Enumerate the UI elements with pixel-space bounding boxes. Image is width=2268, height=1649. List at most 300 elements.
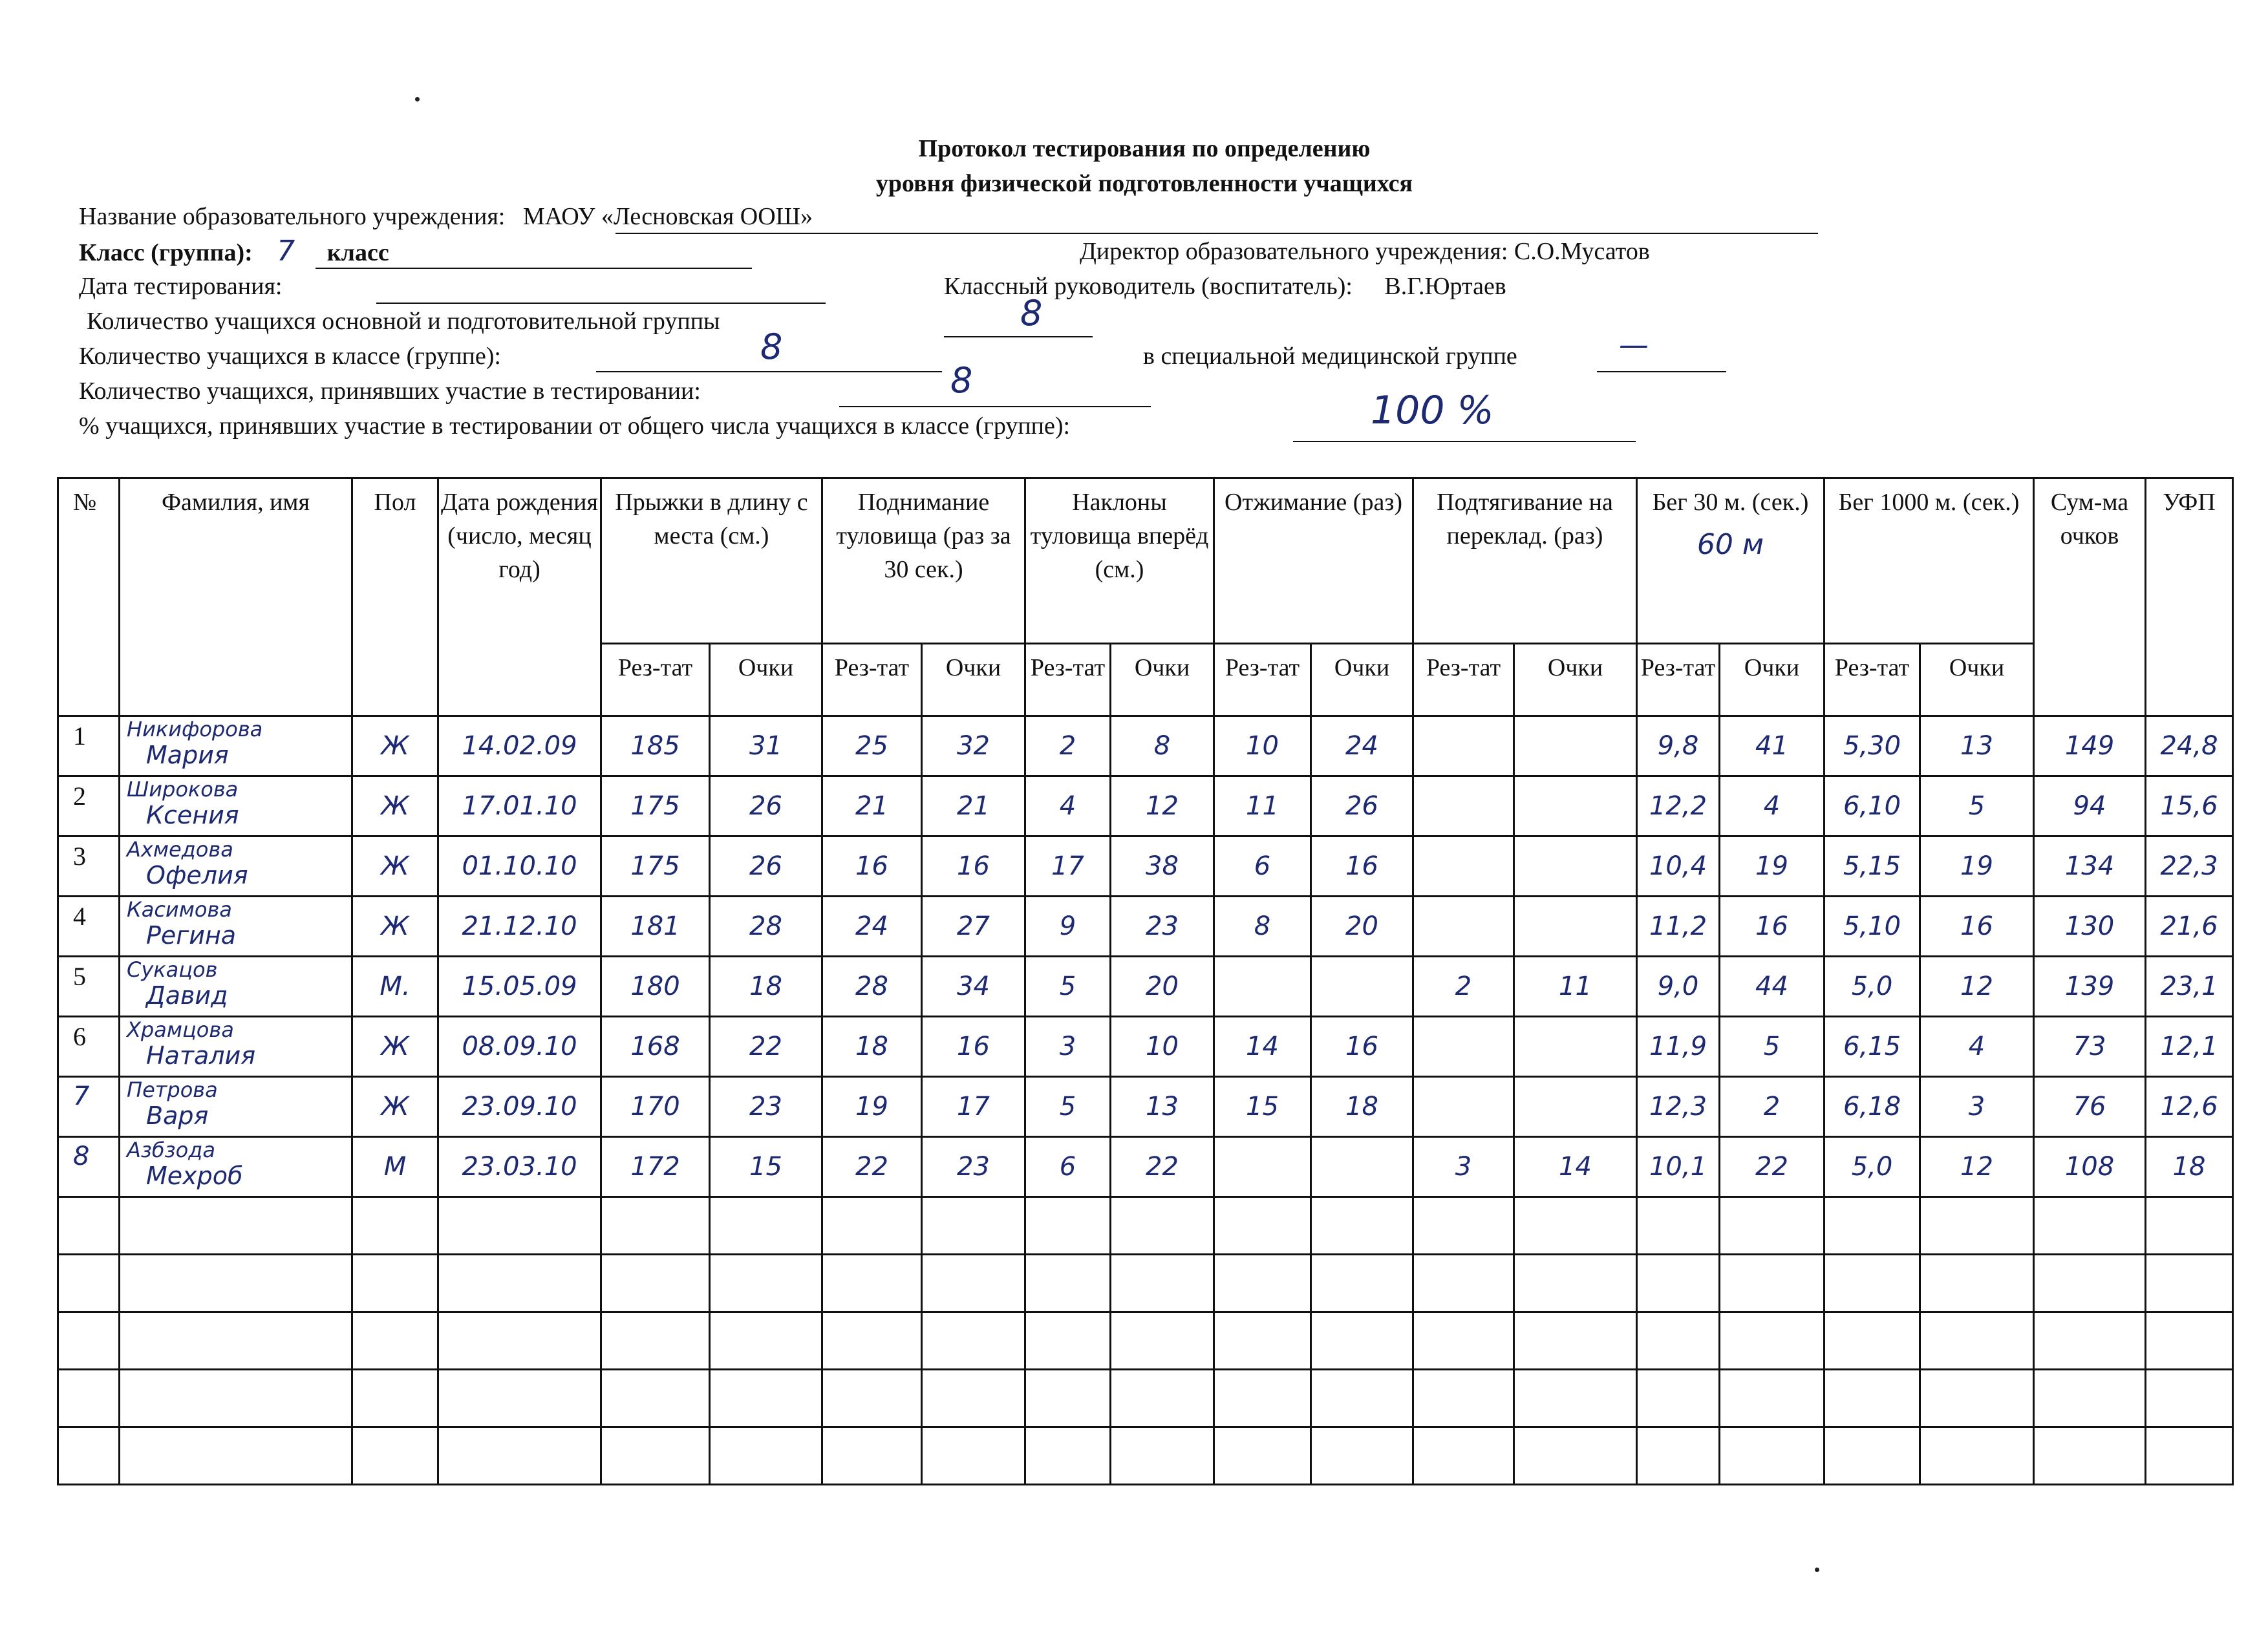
students-in-class-underline: [596, 371, 942, 372]
pullups-result-cell: 2: [1413, 957, 1514, 1017]
bend-points-cell: 12: [1111, 776, 1214, 836]
col-pullups-header: Подтягивание на переклад. (раз): [1413, 478, 1637, 644]
participants-underline: [839, 406, 1151, 407]
ufp-cell: 12,1: [2146, 1017, 2233, 1077]
empty-cell: [1720, 1427, 1824, 1485]
student-last-name: Широкова: [127, 777, 239, 802]
empty-cell: [601, 1312, 710, 1370]
birth-cell: 01.10.10: [438, 836, 601, 897]
sum-cell: 94: [2034, 776, 2146, 836]
pullups-result-cell: [1413, 836, 1514, 897]
director-label: Директор образовательного учреждения:: [1080, 238, 1508, 265]
empty-cell: [1311, 1312, 1413, 1370]
sub-points-header: Очки: [1920, 644, 2034, 716]
col-run30-note: 60 м: [1696, 528, 1764, 561]
empty-cell: [58, 1370, 120, 1427]
school-value: МАОУ «Лесновская ООШ»: [522, 203, 813, 230]
empty-cell: [1413, 1427, 1514, 1485]
empty-cell: [1514, 1427, 1637, 1485]
empty-cell: [352, 1197, 438, 1255]
bend-result-cell: 6: [1025, 1137, 1111, 1197]
pullups-result-cell: [1413, 1017, 1514, 1077]
empty-cell: [1111, 1255, 1214, 1312]
empty-cell: [1111, 1370, 1214, 1427]
jump-points-cell: 28: [710, 897, 822, 957]
document-title-line1: Протокол тестирования по определению: [918, 135, 1371, 162]
empty-cell: [2146, 1427, 2233, 1485]
percent-value: 100 %: [1371, 388, 1494, 433]
student-last-name: Петрова: [127, 1078, 218, 1102]
sex-cell: Ж: [352, 897, 438, 957]
bend-points-cell: 22: [1111, 1137, 1214, 1197]
run1000-points-cell: 19: [1920, 836, 2034, 897]
run1000-result-cell: 5,10: [1824, 897, 1920, 957]
empty-cell: [2146, 1370, 2233, 1427]
jump-result-cell: 172: [601, 1137, 710, 1197]
situps-points-cell: 16: [922, 1017, 1025, 1077]
run1000-result-cell: 5,15: [1824, 836, 1920, 897]
empty-cell: [1413, 1197, 1514, 1255]
student-name-cell: [120, 897, 352, 957]
empty-cell: [2034, 1370, 2146, 1427]
empty-cell: [822, 1255, 922, 1312]
results-table-wrapper: [57, 477, 2234, 1485]
empty-cell: [352, 1312, 438, 1370]
run30-result-cell: 10,1: [1637, 1137, 1720, 1197]
empty-table-row: [58, 1255, 2233, 1312]
row-number-cell: 6: [58, 1017, 120, 1077]
run30-points-cell: 16: [1720, 897, 1824, 957]
table-row: [58, 1077, 2233, 1137]
sub-points-header: Очки: [1514, 644, 1637, 716]
situps-points-cell: 16: [922, 836, 1025, 897]
students-in-class-label: Количество учащихся в классе (группе):: [79, 343, 501, 370]
empty-cell: [1514, 1312, 1637, 1370]
main-group-label: Количество учащихся основной и подготовительной группы: [87, 308, 720, 335]
pullups-points-cell: 14: [1514, 1137, 1637, 1197]
empty-cell: [1720, 1255, 1824, 1312]
student-first-name: Офелия: [146, 861, 248, 889]
bend-points-cell: 8: [1111, 716, 1214, 776]
empty-cell: [438, 1197, 601, 1255]
sub-points-header: Очки: [710, 644, 822, 716]
situps-result-cell: 16: [822, 836, 922, 897]
pushups-result-cell: [1214, 957, 1311, 1017]
sub-points-header: Очки: [922, 644, 1025, 716]
bend-points-cell: 20: [1111, 957, 1214, 1017]
row-number-cell: 7: [58, 1077, 120, 1137]
col-situps-header: Поднимание туловища (раз за 30 сек.): [822, 478, 1025, 644]
ufp-cell: 12,6: [2146, 1077, 2233, 1137]
col-run30-title: Бег 30 м. (сек.): [1652, 489, 1809, 516]
empty-cell: [1920, 1312, 2034, 1370]
empty-cell: [601, 1197, 710, 1255]
sub-result-header: Рез-тат: [1824, 644, 1920, 716]
birth-cell: 15.05.09: [438, 957, 601, 1017]
run30-points-cell: 22: [1720, 1137, 1824, 1197]
students-in-class-row: [79, 341, 501, 371]
table-row: [58, 776, 2233, 836]
empty-cell: [1720, 1197, 1824, 1255]
empty-cell: [1025, 1370, 1111, 1427]
sex-cell: Ж: [352, 776, 438, 836]
empty-cell: [822, 1197, 922, 1255]
empty-table-row: [58, 1197, 2233, 1255]
empty-cell: [352, 1255, 438, 1312]
empty-cell: [601, 1427, 710, 1485]
pushups-points-cell: 20: [1311, 897, 1413, 957]
empty-cell: [1720, 1312, 1824, 1370]
jump-result-cell: 185: [601, 716, 710, 776]
run30-points-cell: 44: [1720, 957, 1824, 1017]
empty-cell: [1413, 1370, 1514, 1427]
students-in-class-value: 8: [760, 326, 783, 367]
situps-points-cell: 27: [922, 897, 1025, 957]
situps-points-cell: 34: [922, 957, 1025, 1017]
sex-cell: Ж: [352, 716, 438, 776]
empty-cell: [822, 1312, 922, 1370]
ufp-cell: 22,3: [2146, 836, 2233, 897]
empty-cell: [2146, 1255, 2233, 1312]
row-number-cell: 1: [58, 716, 120, 776]
situps-result-cell: 19: [822, 1077, 922, 1137]
row-number-cell: 3: [58, 836, 120, 897]
sub-result-header: Рез-тат: [1413, 644, 1514, 716]
empty-cell: [1025, 1312, 1111, 1370]
run30-result-cell: 9,0: [1637, 957, 1720, 1017]
scan-speck: [415, 97, 420, 101]
student-name-cell: [120, 957, 352, 1017]
col-ufp-header: УФП: [2146, 478, 2233, 716]
student-last-name: Сукацов: [127, 957, 218, 982]
run30-points-cell: 4: [1720, 776, 1824, 836]
pullups-result-cell: [1413, 897, 1514, 957]
sub-points-header: Очки: [1311, 644, 1413, 716]
school-row: [79, 202, 813, 231]
birth-cell: 21.12.10: [438, 897, 601, 957]
empty-cell: [922, 1312, 1025, 1370]
student-first-name: Мехроб: [146, 1162, 243, 1190]
student-name-cell: [120, 1137, 352, 1197]
pullups-points-cell: [1514, 716, 1637, 776]
sex-cell: М.: [352, 957, 438, 1017]
pushups-result-cell: 11: [1214, 776, 1311, 836]
run30-result-cell: 10,4: [1637, 836, 1720, 897]
empty-cell: [1025, 1197, 1111, 1255]
jump-points-cell: 26: [710, 776, 822, 836]
table-row: [58, 1017, 2233, 1077]
empty-cell: [438, 1427, 601, 1485]
run30-points-cell: 41: [1720, 716, 1824, 776]
situps-result-cell: 22: [822, 1137, 922, 1197]
empty-cell: [822, 1370, 922, 1427]
pullups-result-cell: 3: [1413, 1137, 1514, 1197]
pullups-points-cell: [1514, 836, 1637, 897]
empty-cell: [1824, 1197, 1920, 1255]
empty-cell: [1214, 1370, 1311, 1427]
pullups-points-cell: [1514, 897, 1637, 957]
empty-cell: [58, 1312, 120, 1370]
ufp-cell: 18: [2146, 1137, 2233, 1197]
sum-cell: 149: [2034, 716, 2146, 776]
pushups-result-cell: 6: [1214, 836, 1311, 897]
special-group-row: [1143, 341, 1517, 371]
student-last-name: Никифорова: [127, 717, 263, 741]
sum-cell: 73: [2034, 1017, 2146, 1077]
student-first-name: Варя: [146, 1101, 209, 1130]
col-birth-header: Дата рождения (число, месяц год): [438, 478, 601, 716]
class-number: 7: [277, 235, 295, 268]
sex-cell: М: [352, 1137, 438, 1197]
empty-cell: [1111, 1197, 1214, 1255]
birth-cell: 23.03.10: [438, 1137, 601, 1197]
sex-cell: Ж: [352, 1017, 438, 1077]
col-run30-header: [1637, 478, 1824, 644]
student-name-cell: [120, 836, 352, 897]
empty-cell: [352, 1370, 438, 1427]
run30-result-cell: 9,8: [1637, 716, 1720, 776]
bend-points-cell: 23: [1111, 897, 1214, 957]
pushups-result-cell: 10: [1214, 716, 1311, 776]
student-name-cell: [120, 776, 352, 836]
sub-result-header: Рез-тат: [1025, 644, 1111, 716]
run1000-points-cell: 3: [1920, 1077, 2034, 1137]
situps-result-cell: 28: [822, 957, 922, 1017]
situps-result-cell: 21: [822, 776, 922, 836]
pushups-result-cell: 8: [1214, 897, 1311, 957]
empty-cell: [1214, 1197, 1311, 1255]
scan-speck: [1815, 1568, 1819, 1572]
school-underline: [615, 233, 1818, 234]
sub-result-header: Рез-тат: [822, 644, 922, 716]
empty-cell: [1920, 1427, 2034, 1485]
situps-result-cell: 18: [822, 1017, 922, 1077]
col-run1000-header: Бег 1000 м. (сек.): [1824, 478, 2034, 644]
student-last-name: Касимова: [127, 897, 232, 922]
ufp-cell: 21,6: [2146, 897, 2233, 957]
empty-cell: [1514, 1197, 1637, 1255]
empty-cell: [352, 1427, 438, 1485]
jump-points-cell: 15: [710, 1137, 822, 1197]
pushups-points-cell: 16: [1311, 836, 1413, 897]
pullups-result-cell: [1413, 1077, 1514, 1137]
run1000-points-cell: 12: [1920, 957, 2034, 1017]
empty-cell: [922, 1427, 1025, 1485]
empty-cell: [438, 1255, 601, 1312]
run1000-result-cell: 5,30: [1824, 716, 1920, 776]
situps-result-cell: 25: [822, 716, 922, 776]
empty-cell: [710, 1197, 822, 1255]
jump-points-cell: 26: [710, 836, 822, 897]
empty-cell: [58, 1427, 120, 1485]
sub-result-header: Рез-тат: [1637, 644, 1720, 716]
empty-cell: [1111, 1312, 1214, 1370]
run1000-result-cell: 5,0: [1824, 957, 1920, 1017]
empty-cell: [2146, 1197, 2233, 1255]
empty-table-row: [58, 1370, 2233, 1427]
sub-result-header: Рез-тат: [1214, 644, 1311, 716]
empty-cell: [120, 1427, 352, 1485]
jump-result-cell: 180: [601, 957, 710, 1017]
empty-cell: [1025, 1255, 1111, 1312]
empty-cell: [120, 1312, 352, 1370]
birth-cell: 08.09.10: [438, 1017, 601, 1077]
empty-cell: [120, 1197, 352, 1255]
empty-cell: [710, 1427, 822, 1485]
col-pushups-header: Отжимание (раз): [1214, 478, 1413, 644]
row-number-cell: 8: [58, 1137, 120, 1197]
percent-row: [79, 411, 1070, 441]
col-bend-header: Наклоны туловища вперёд (см.): [1025, 478, 1214, 644]
empty-cell: [2034, 1312, 2146, 1370]
sum-cell: 76: [2034, 1077, 2146, 1137]
pullups-points-cell: [1514, 776, 1637, 836]
col-name-header: Фамилия, имя: [120, 478, 352, 716]
empty-cell: [1720, 1370, 1824, 1427]
student-name-cell: [120, 1017, 352, 1077]
empty-cell: [1637, 1427, 1720, 1485]
document-title-line2: уровня физической подготовленности учащихся: [875, 170, 1413, 197]
empty-cell: [1920, 1255, 2034, 1312]
main-group-underline: [944, 336, 1093, 337]
pushups-points-cell: [1311, 1137, 1413, 1197]
bend-result-cell: 17: [1025, 836, 1111, 897]
empty-cell: [58, 1255, 120, 1312]
row-number-cell: 5: [58, 957, 120, 1017]
pullups-points-cell: [1514, 1077, 1637, 1137]
jump-points-cell: 23: [710, 1077, 822, 1137]
student-name-cell: [120, 716, 352, 776]
jump-result-cell: 175: [601, 836, 710, 897]
student-last-name: Азбзода: [127, 1138, 215, 1162]
empty-cell: [1637, 1312, 1720, 1370]
table-row: [58, 897, 2233, 957]
pushups-result-cell: 14: [1214, 1017, 1311, 1077]
empty-cell: [822, 1427, 922, 1485]
special-group-underline: [1597, 371, 1726, 372]
bend-result-cell: 3: [1025, 1017, 1111, 1077]
table-row: [58, 716, 2233, 776]
bend-result-cell: 4: [1025, 776, 1111, 836]
run1000-points-cell: 5: [1920, 776, 2034, 836]
participants-label: Количество учащихся, принявших участие в тестировании:: [79, 378, 701, 405]
table-row: [58, 836, 2233, 897]
ufp-cell: 23,1: [2146, 957, 2233, 1017]
participants-value: 8: [950, 360, 973, 401]
class-row: [79, 237, 389, 268]
empty-cell: [1920, 1370, 2034, 1427]
ufp-cell: 15,6: [2146, 776, 2233, 836]
class-teacher-label: Классный руководитель (воспитатель):: [944, 273, 1353, 300]
empty-cell: [601, 1370, 710, 1427]
student-name-cell: [120, 1077, 352, 1137]
empty-cell: [2034, 1427, 2146, 1485]
bend-result-cell: 9: [1025, 897, 1111, 957]
pushups-result-cell: 15: [1214, 1077, 1311, 1137]
pullups-result-cell: [1413, 716, 1514, 776]
empty-cell: [922, 1255, 1025, 1312]
empty-cell: [1413, 1312, 1514, 1370]
pullups-result-cell: [1413, 776, 1514, 836]
pushups-result-cell: [1214, 1137, 1311, 1197]
main-group-value: 8: [1020, 293, 1043, 334]
date-underline: [376, 303, 826, 304]
situps-points-cell: 32: [922, 716, 1025, 776]
empty-cell: [438, 1312, 601, 1370]
special-group-label: в специальной медицинской группе: [1143, 343, 1517, 370]
empty-cell: [120, 1370, 352, 1427]
class-underline: [316, 268, 752, 269]
jump-result-cell: 175: [601, 776, 710, 836]
row-number-cell: 4: [58, 897, 120, 957]
situps-points-cell: 21: [922, 776, 1025, 836]
pushups-points-cell: 24: [1311, 716, 1413, 776]
sub-result-header: Рез-тат: [601, 644, 710, 716]
student-first-name: Наталия: [146, 1041, 256, 1070]
row-number-cell: 2: [58, 776, 120, 836]
sum-cell: 134: [2034, 836, 2146, 897]
pullups-points-cell: [1514, 1017, 1637, 1077]
empty-cell: [1214, 1427, 1311, 1485]
empty-cell: [1824, 1427, 1920, 1485]
percent-underline: [1293, 441, 1636, 442]
empty-cell: [601, 1255, 710, 1312]
empty-cell: [1514, 1255, 1637, 1312]
participants-row: [79, 376, 701, 406]
jump-points-cell: 31: [710, 716, 822, 776]
student-first-name: Ксения: [146, 801, 239, 829]
sex-cell: Ж: [352, 1077, 438, 1137]
run30-points-cell: 19: [1720, 836, 1824, 897]
run30-points-cell: 2: [1720, 1077, 1824, 1137]
empty-cell: [2034, 1197, 2146, 1255]
empty-table-row: [58, 1427, 2233, 1485]
results-body: [58, 716, 2233, 1485]
run1000-points-cell: 12: [1920, 1137, 2034, 1197]
class-teacher-value: В.Г.Юртаев: [1384, 273, 1506, 300]
sub-points-header: Очки: [1720, 644, 1824, 716]
empty-cell: [438, 1370, 601, 1427]
run1000-result-cell: 6,10: [1824, 776, 1920, 836]
empty-cell: [1025, 1427, 1111, 1485]
bend-points-cell: 38: [1111, 836, 1214, 897]
situps-points-cell: 17: [922, 1077, 1025, 1137]
results-table: [57, 477, 2234, 1485]
bend-points-cell: 10: [1111, 1017, 1214, 1077]
run30-points-cell: 5: [1720, 1017, 1824, 1077]
empty-cell: [1637, 1370, 1720, 1427]
empty-cell: [1824, 1312, 1920, 1370]
birth-cell: 17.01.10: [438, 776, 601, 836]
empty-cell: [710, 1312, 822, 1370]
sex-cell: Ж: [352, 836, 438, 897]
director-value: С.О.Мусатов: [1514, 238, 1650, 265]
empty-cell: [922, 1370, 1025, 1427]
empty-cell: [1824, 1370, 1920, 1427]
percent-label: % учащихся, принявших участие в тестировании от общего числа учащихся в классе (группе):: [79, 412, 1071, 440]
run30-result-cell: 12,3: [1637, 1077, 1720, 1137]
sum-cell: 130: [2034, 897, 2146, 957]
situps-result-cell: 24: [822, 897, 922, 957]
director-row: [1080, 237, 1650, 266]
sub-points-header: Очки: [1111, 644, 1214, 716]
jump-points-cell: 22: [710, 1017, 822, 1077]
run30-result-cell: 12,2: [1637, 776, 1720, 836]
empty-cell: [1413, 1255, 1514, 1312]
empty-cell: [1311, 1255, 1413, 1312]
run30-result-cell: 11,9: [1637, 1017, 1720, 1077]
empty-cell: [1311, 1197, 1413, 1255]
